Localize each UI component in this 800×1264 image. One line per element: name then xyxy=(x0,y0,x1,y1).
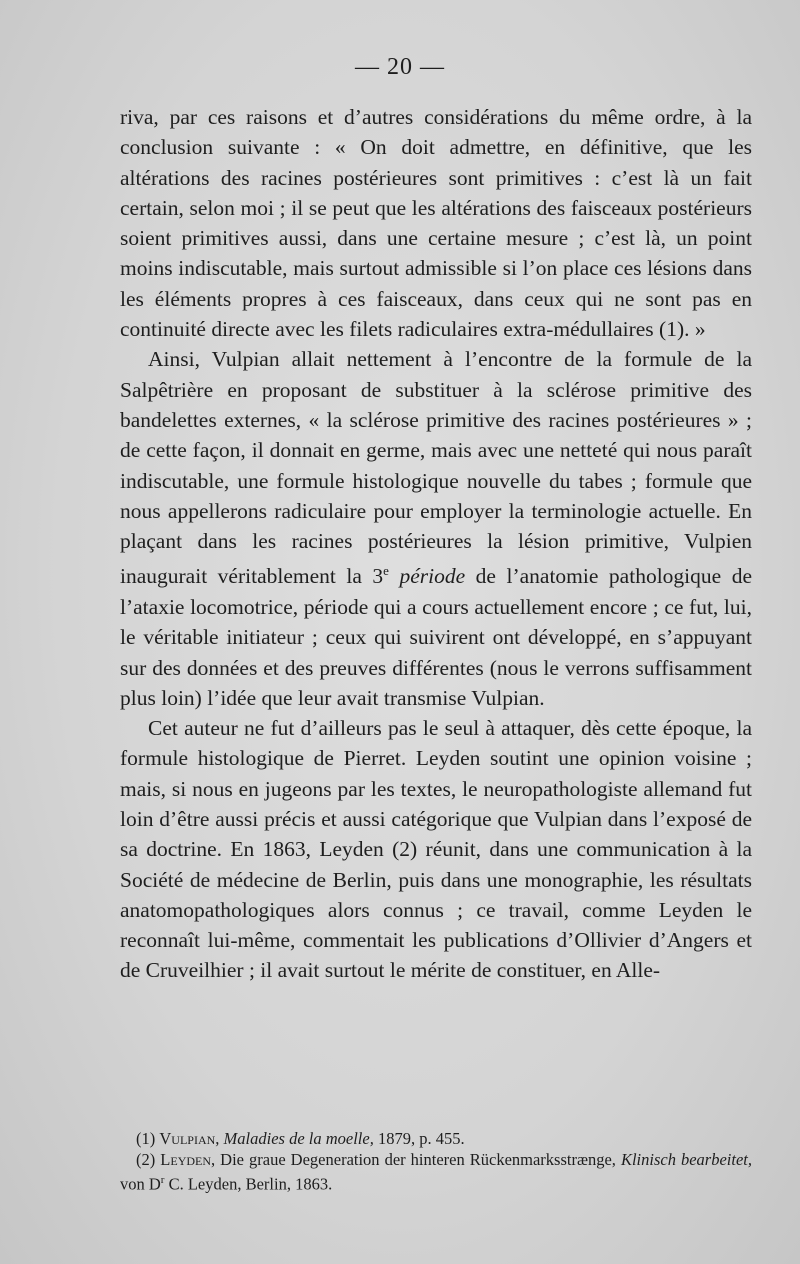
paragraph-2-text-after: de l’anatomie pathologique de l’ataxie locomotrice, période qui a cours actuellement encore ; ce fut, lui, le véritable initiateur ; ceux qui suivirent ont développé, en s’appuyant sur des données et des preuves différentes (nous le verrons suffisamment plus loin) l’idée que leur avait transmise Vulpian. xyxy=(120,564,752,710)
footnote-2-rest: von D xyxy=(120,1174,161,1194)
footnote-2-marker: (2) xyxy=(136,1150,156,1169)
paragraph-1: riva, par ces raisons et d’autres considérations du même ordre, à la conclusion suivante : « On doit admettre, en définitive, que les altérations des racines postérieures sont primitives : c’est là un fait certain, selon moi ; il se peut que les altérations des faisceaux postérieurs soient primitives aussi, dans une certaine mesure ; c’est là, un point moins indiscutable, mais surtout admissible si l’on place ces lésions dans les éléments propres à ces faisceaux, dans ceux qui ne sont pas en continuité directe avec les filets radiculaires extra-médullaires (1). » xyxy=(120,105,752,342)
footnote-2 xyxy=(120,1149,752,1195)
paragraph-2-text-before: Ainsi, Vulpian allait nettement à l’encontre de la formule de la Salpêtrière en proposant de substituer à la sclérose primitive des bandelettes externes, « la sclérose primitive des racines postérieures » ; de cette façon, il donnait en germe, mais avec une netteté qui nous paraît indiscutable, une formule histologique nouvelle du tabes ; formule que nous appellerons radiculaire pour employer la terminologie actuelle. En plaçant dans les racines postérieures la lésion primitive, Vulpien inaugurait véritablement la 3 xyxy=(120,347,752,589)
page-number: — 20 — xyxy=(355,54,445,80)
footnote-2-superscript: r xyxy=(160,1174,165,1186)
footnote-2-title: Klinisch bearbeitet, xyxy=(620,1150,752,1169)
footnote-2-middle: Die graue Degeneration der hinteren Rückenmarksstrænge, xyxy=(215,1150,621,1169)
footnote-1-title: Maladies de la moelle, xyxy=(223,1129,374,1148)
body-text xyxy=(120,102,752,986)
footnote-1-marker: (1) xyxy=(136,1129,156,1148)
footnote-2-author: Leyden, xyxy=(160,1150,216,1169)
footnote-1-author: Vulpian, xyxy=(159,1129,220,1148)
emphasis-periode: période xyxy=(399,564,466,589)
footnote-1 xyxy=(120,1128,752,1149)
footnote-2-rest2: C. Leyden, Berlin, 1863. xyxy=(164,1174,333,1194)
paragraph-2 xyxy=(120,344,752,713)
paragraph-3: Cet auteur ne fut d’ailleurs pas le seul à attaquer, dès cette époque, la formule histologique de Pierret. Leyden soutint une opinion voisine ; mais, si nous en jugeons par les textes, le neuropathologiste allemand fut loin d’être aussi précis et aussi catégorique que Vulpian dans l’exposé de sa doctrine. En 1863, Leyden (2) réunit, dans une communication à la Société de médecine de Berlin, puis dans une monographie, les résultats anatomopathologiques alors connus ; ce travail, comme Leyden le reconnaît lui-même, commentait les publications d’Ollivier d’Angers et de Cruveilhier ; il avait surtout le mérite de constituer, en Alle- xyxy=(120,716,752,983)
ordinal-superscript: e xyxy=(383,563,389,579)
footnotes xyxy=(120,1128,752,1195)
footnote-1-rest: 1879, p. 455. xyxy=(373,1129,465,1148)
